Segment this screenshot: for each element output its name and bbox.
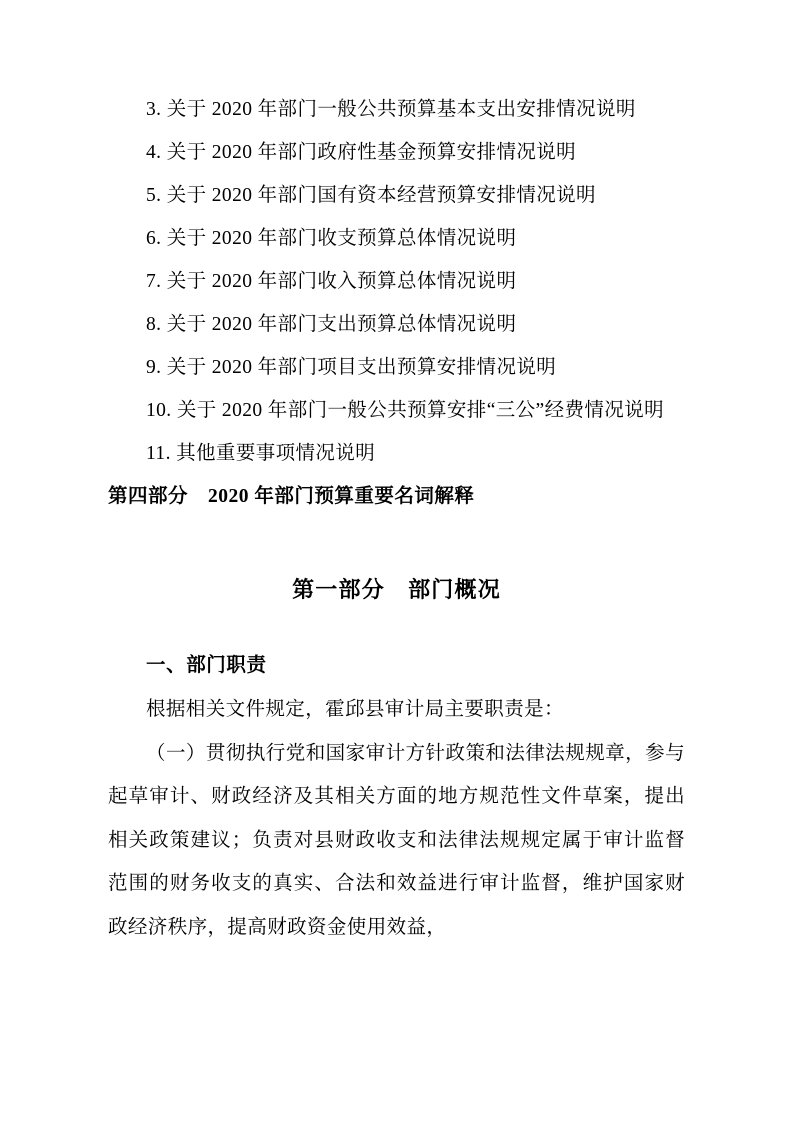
list-item: 6. 关于 2020 年部门收支预算总体情况说明 xyxy=(146,228,517,249)
list-item: 10. 关于 2020 年部门一般公共预算安排“三公”经费情况说明 xyxy=(146,400,665,421)
paragraph: （一）贯彻执行党和国家审计方针政策和法律法规规章，参与起草审计、财政经济及其相关方面的地方规范性文件草案，提出相关政策建议；负责对县财政收支和法律法规规定属于审计监督范围的财务收支的真实、合法和效益进行审计监督，维护国家财政经济秩序，提高财政资金使用效益， xyxy=(108,742,685,938)
list-item: 9. 关于 2020 年部门项目支出预算安排情况说明 xyxy=(146,357,557,378)
list-item: 7. 关于 2020 年部门收入预算总体情况说明 xyxy=(146,271,517,292)
list-item: 5. 关于 2020 年部门国有资本经营预算安排情况说明 xyxy=(146,185,596,206)
page-title: 第一部分 部门概况 xyxy=(292,577,501,602)
list-item: 3. 关于 2020 年部门一般公共预算基本支出安排情况说明 xyxy=(146,99,636,120)
list-item: 4. 关于 2020 年部门政府性基金预算安排情况说明 xyxy=(146,142,577,163)
table-of-contents xyxy=(108,88,685,475)
part-four-heading: 第四部分 2020 年部门预算重要名词解释 xyxy=(108,486,475,507)
list-item: 8. 关于 2020 年部门支出预算总体情况说明 xyxy=(146,314,517,335)
paragraph: 根据相关文件规定，霍邱县审计局主要职责是： xyxy=(146,699,564,720)
list-item: 11. 其他重要事项情况说明 xyxy=(146,443,376,464)
sub-heading-department-duties: 一、部门职责 xyxy=(146,655,267,676)
